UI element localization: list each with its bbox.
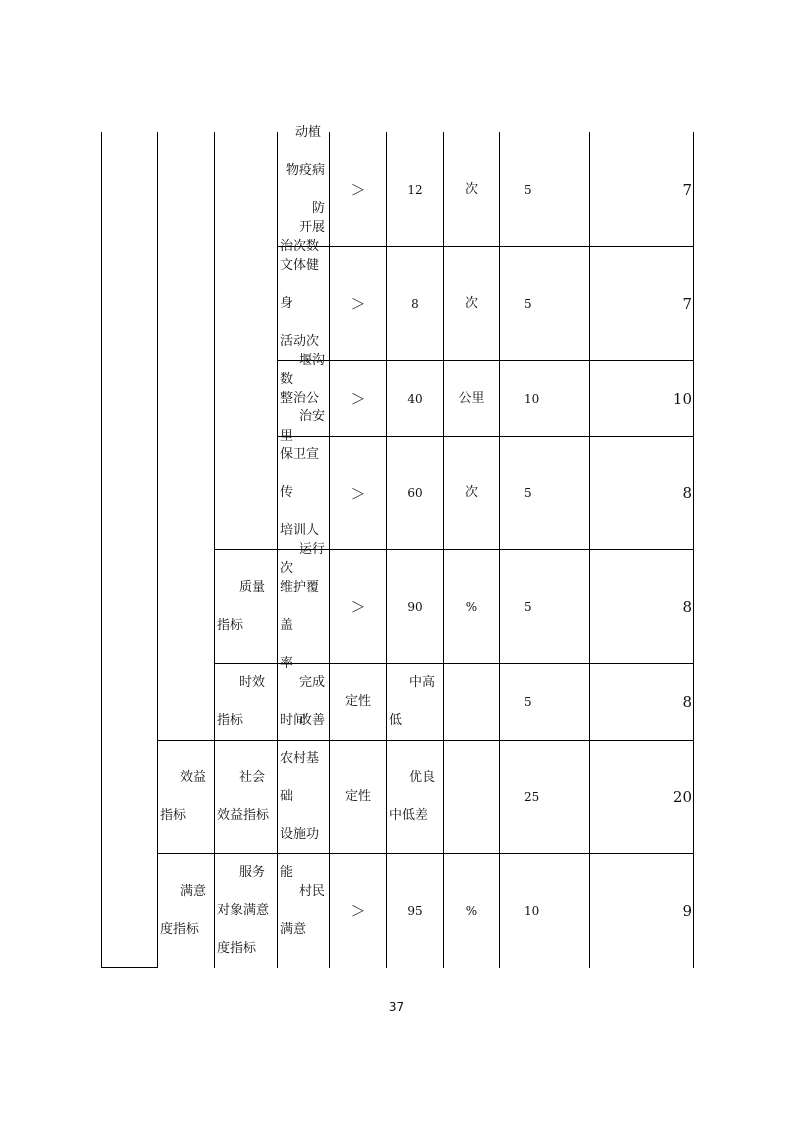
category-cell: [158, 854, 214, 967]
indicator-line: 时间: [280, 713, 307, 728]
sub-category-line: 质量: [238, 579, 265, 595]
sub-category-line: 对象满意: [217, 902, 270, 918]
weight-cell: 5: [524, 599, 532, 614]
unit-cell: [444, 664, 499, 740]
indicator-line: 开展: [298, 219, 325, 235]
target-value: 40: [407, 391, 423, 406]
target-value: 90: [407, 599, 423, 614]
target-line: 中低差: [389, 808, 429, 823]
score-cell: 8: [682, 484, 692, 502]
target-value: 12: [407, 182, 423, 197]
score-cell: 10: [672, 389, 692, 408]
sub-category-line: 时效: [238, 675, 265, 690]
operator-cell: 定性: [344, 694, 371, 709]
weight-cell: 10: [524, 391, 540, 406]
indicator-line: 农村基础: [280, 751, 320, 804]
target-line: 低: [389, 713, 403, 728]
indicator-line: 率: [280, 655, 294, 671]
indicator-line: 完成: [298, 675, 325, 690]
unit-cell: %: [465, 903, 478, 918]
unit-cell: 次: [464, 181, 478, 197]
operator-cell: 定性: [344, 789, 371, 804]
category-line: 满意: [179, 883, 206, 899]
indicator-line: 活动次数: [280, 333, 320, 387]
page-number: 37: [388, 1000, 405, 1014]
score-cell: 7: [682, 180, 692, 199]
unit-cell: 次: [464, 295, 478, 311]
indicator-line: 堰沟: [298, 352, 325, 368]
indicator-line: 物疫病防: [285, 162, 325, 216]
sub-category-cell: [215, 550, 277, 663]
operator-cell: ＞: [350, 598, 366, 616]
score-cell: 9: [682, 901, 692, 920]
unit-cell: %: [465, 599, 478, 614]
sub-category-cell: [215, 664, 277, 740]
sub-category-line: 度指标: [217, 940, 257, 956]
weight-cell: 25: [524, 790, 540, 804]
unit-cell: 次: [464, 485, 478, 500]
operator-cell: ＞: [350, 181, 366, 199]
indicator-line: 村民: [298, 883, 325, 899]
indicator-line: 运行: [298, 541, 325, 557]
sub-category-cell: [215, 854, 277, 967]
category-line: 指标: [160, 808, 187, 823]
indicator-line: 治次数: [280, 238, 320, 254]
indicator-line: 动植: [294, 124, 321, 140]
table-border-right: [693, 132, 694, 968]
operator-cell: ＞: [350, 484, 366, 503]
sub-category-line: 效益指标: [217, 808, 270, 823]
score-cell: 8: [682, 693, 692, 711]
indicator-line: 维护覆盖: [280, 579, 320, 633]
weight-cell: 5: [524, 695, 532, 709]
category-cell: [158, 741, 214, 853]
indicator-line: 保卫宣传: [280, 447, 320, 500]
indicator-line: 满意: [280, 921, 307, 937]
table-border-bottom: [101, 967, 158, 968]
weight-cell: 5: [524, 486, 532, 500]
category-line: 度指标: [160, 921, 200, 937]
weight-cell: 10: [524, 903, 540, 918]
target-cell: [387, 741, 443, 853]
target-value: 95: [407, 903, 423, 918]
category-line: 效益: [179, 770, 206, 785]
unit-cell: 公里: [458, 390, 485, 406]
target-value: 8: [411, 296, 419, 311]
score-cell: 8: [682, 597, 692, 616]
indicator-line: 文体健身: [280, 257, 320, 311]
indicator-line: 整治公里: [280, 390, 320, 444]
operator-cell: ＞: [350, 902, 366, 920]
sub-category-cell: [215, 741, 277, 853]
indicator-cell: [278, 854, 329, 967]
operator-cell: ＞: [350, 295, 366, 313]
target-line: 优良: [408, 770, 435, 785]
score-cell: 20: [672, 788, 692, 806]
sub-category-line: 指标: [217, 713, 244, 728]
indicator-line: 治安: [298, 409, 325, 424]
operator-cell: ＞: [350, 390, 366, 408]
sub-category-line: 社会: [238, 770, 265, 785]
indicator-line: 设施功能: [280, 827, 320, 880]
target-cell: [387, 664, 443, 740]
unit-cell: [444, 741, 499, 853]
sub-category-line: 指标: [217, 617, 244, 633]
indicator-line: 培训人次: [280, 523, 320, 576]
sub-category-line: 服务: [238, 864, 265, 880]
score-cell: 7: [682, 294, 692, 313]
target-line: 中高: [408, 675, 435, 690]
target-value: 60: [407, 486, 423, 500]
indicator-line: 改善: [298, 713, 325, 728]
weight-cell: 5: [524, 296, 532, 311]
table-border-left: [101, 132, 102, 968]
weight-cell: 5: [524, 182, 532, 197]
